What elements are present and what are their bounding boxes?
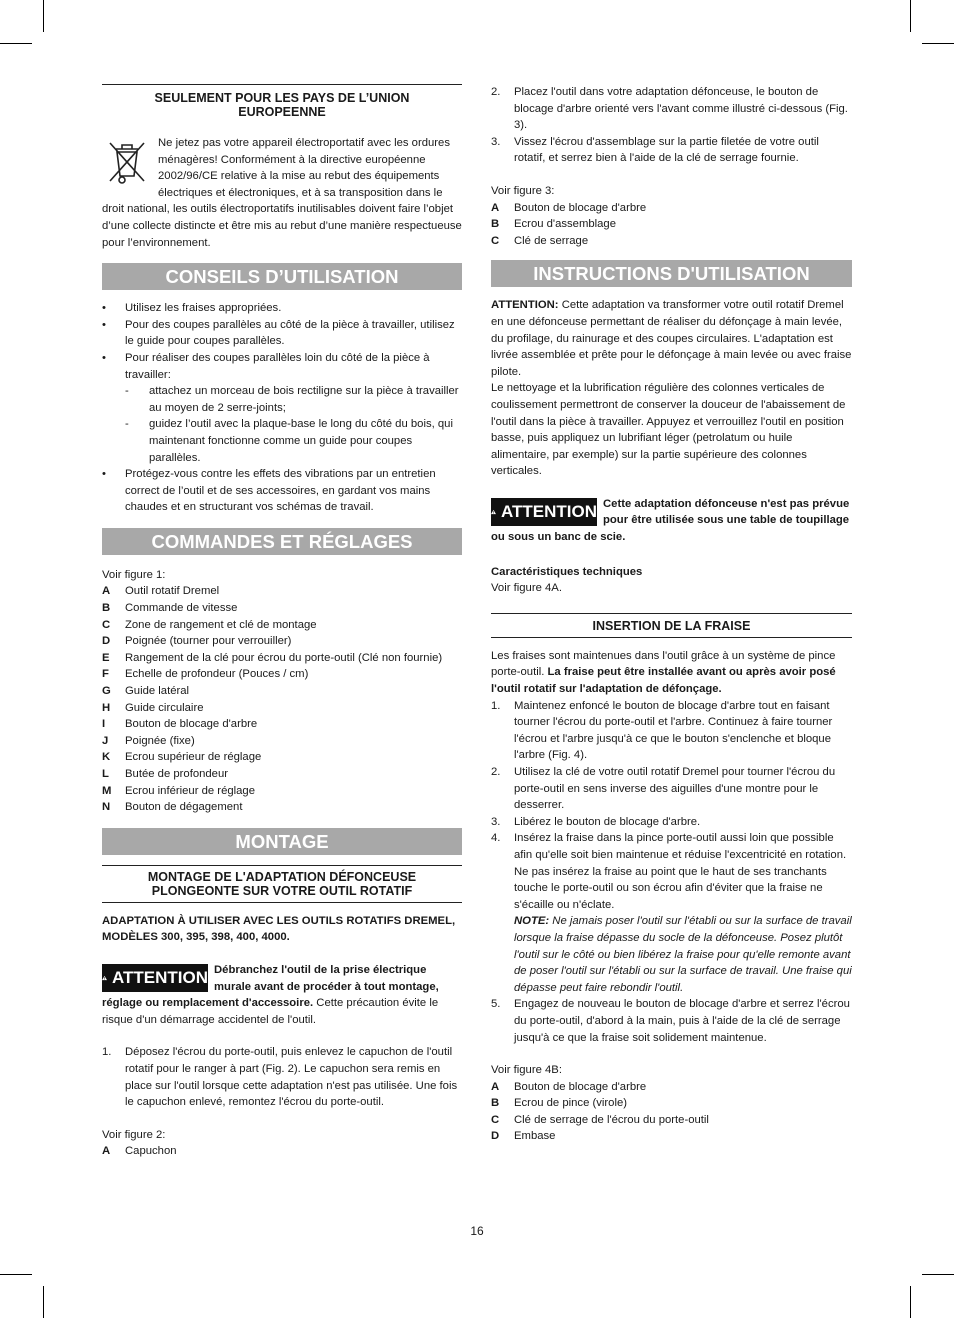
- list-item: • Pour réaliser des coupes parallèles loin du côté de la pièce à travailler:: [102, 351, 430, 381]
- legend-item: K Ecrou supérieur de réglage: [102, 751, 262, 764]
- legend-item: A Outil rotatif Dremel: [102, 585, 220, 598]
- attention-rest: Cette précaution évite le risque d'un démarrage accidentel de l'outil.: [102, 997, 439, 1026]
- left-column: [102, 84, 462, 1160]
- step-item: 5. Engagez de nouveau le bouton de blocage d'arbre et serrez l'écrou du porte-outil, d'abord à la main, puis à l'aide de la clé de serrage jusqu'à ce que la fraise soit solidement maintenue.: [491, 998, 850, 1044]
- crop-mark: [0, 1274, 32, 1275]
- legend-item: L Butée de profondeur: [102, 768, 229, 780]
- montage-subheading: MONTAGE DE L'ADAPTATION DÉFONCEUSE PLONGEONTE SUR VOTRE OUTIL ROTATIF: [102, 865, 462, 903]
- figure-4b-block: [491, 1062, 852, 1145]
- legend-item: M Ecrou inférieur de réglage: [102, 784, 255, 797]
- legend-item: A Capuchon: [102, 1145, 177, 1158]
- note: NOTE: Ne jamais poser l'outil sur l'établi ou sur la surface de travail lorsque la fraise dépasse du socle de la défonceuse. Posez plutôt l'outil sur le côté ou bien libérez la fraise pour qu'elle remonte avant de poser l'outil sur l'établi ou sur la surface de travail. Une fraise qui dépasse peut faire rebondir l'outil.: [514, 915, 852, 994]
- models-text: ADAPTATION À UTILISER AVEC LES OUTILS ROTATIFS DREMEL, MODÈLES 300, 395, 398, 400, 4000.: [102, 914, 456, 944]
- figure-3-legend: [491, 200, 852, 250]
- step-item: 1. Maintenez enfoncé le bouton de blocage d'arbre tout en faisant tourner l'écrou du porte-outil et l'arbre. Continuez à faire tourner l'écrou et l'arbre jusqu'à ce que le bouton s'enclenche et bloque l'arbre (Fig. 4).: [491, 699, 833, 762]
- list-item: • Protégez-vous contre les effets des vibrations par un entretien correct de l’outil et de ses accessoires, en gardant vos mains chaudes et en structurant vos schémas de travail.: [102, 468, 436, 514]
- legend-item: H Guide circulaire: [102, 701, 204, 714]
- list-item: • Pour des coupes parallèles au côté de la pièce à travailler, utilisez le guide pour coupes parallèles.: [102, 318, 455, 348]
- insertion-text: Les fraises sont maintenues dans l'outil grâce à un système de pince porte-outil. La fraise peut être installée avant ou après avoir posé l'outil rotatif sur l'adaptation de défonçage. 1. Maintenez enfoncé le bouton de blocage d'arbre tout en faisant tourner l'écrou du porte-outil et l'arbre. Continuez à faire tourner l'écrou et l'arbre jusqu'à ce que le bouton s'enclenche et bloque l'arbre (Fig. 4). 2. Utilisez la clé de votre outil rotatif Dremel pour tourner l'écrou du porte-outil en sens inverse des aiguilles d'une montre pour le desserrer. 3. Libérez le bouton de blocage d'arbre. 4. Insérez la fraise dans la pince porte-outil aussi loin que possible afin qu'elle soit bien maintenue et réduise l'excentricité en rotation. Ne pas insérez la fraise au point que le haut de ses tranchants touche le porte-outil ou son écrou afin d'éviter que la fraise ne s'écaille ou n'éclate. NOTE: Ne jamais poser l'outil sur l'établi ou sur la surface de travail lorsque la fraise dépasse du socle de la défonceuse. Posez plutôt l'outil sur le côté ou bien libérez la fraise pour qu'elle remonte avant de poser l'outil sur l'établi ou sur la surface de travail. Une fraise qui dépasse peut faire rebondir l'outil. 5. Engagez de nouveau le bouton de blocage d'arbre et serrez l'écrou du porte-outil, d'abord à la main, puis à l'aide de la clé de serrage jusqu'à ce que la fraise soit solidement maintenue.: [491, 648, 852, 1046]
- legend-item: I Bouton de blocage d'arbre: [102, 718, 258, 731]
- crop-mark: [910, 0, 911, 32]
- list-item: - attachez un morceau de bois rectiligne sur la pièce à travailler au moyen de 2 serre-joints;: [125, 385, 459, 414]
- step-item: 3. Vissez l'écrou d'assemblage sur la partie filetée de votre outil rotatif, et serrez bien à l'aide de la clé de serrage fournie.: [491, 135, 819, 165]
- legend-item: D Embase: [491, 1130, 556, 1143]
- legend-item: B Commande de vitesse: [102, 602, 238, 615]
- legend-item: G Guide latéral: [102, 685, 190, 698]
- step-item: 4. Insérez la fraise dans la pince porte-outil aussi loin que possible afin qu'elle soit bien maintenue et réduise l'excentricité en rotation. Ne pas insérez la fraise au point que le haut de ses tranchants touche le porte-outil ou son écrou afin d'éviter que la fraise ne s'écaille ou n'éclate. NOTE: Ne jamais poser l'outil sur l'établi ou sur la surface de travail lorsque la fraise dépasse du socle de la défonceuse. Posez plutôt l'outil sur le côté ou bien libérez la fraise pour qu'elle remonte avant de poser l'outil sur l'établi ou sur la surface de travail. Une fraise qui dépasse peut faire rebondir l'outil.: [491, 830, 852, 996]
- crop-mark: [43, 1286, 44, 1318]
- legend-item: A Bouton de blocage d'arbre: [491, 1080, 647, 1093]
- figure-4b-legend: [491, 1079, 852, 1145]
- legend-item: E Rangement de la clé pour écrou du porte-outil (Clé non fournie): [102, 651, 443, 664]
- step-item: 2. Utilisez la clé de votre outil rotatif Dremel pour tourner l'écrou du porte-outil en sens inverse des aiguilles d'une montre pour le desserrer.: [491, 766, 836, 812]
- list-item: • Utilisez les fraises appropriées.: [102, 302, 282, 315]
- montage-title: MONTAGE: [102, 828, 462, 855]
- figure-1-legend: [102, 583, 462, 815]
- warning-icon: [102, 971, 107, 985]
- attention-label: ATTENTION: [102, 964, 208, 992]
- page-number: 16: [470, 1224, 484, 1238]
- crop-mark: [910, 1286, 911, 1318]
- attention-text: Cette adaptation défonceuse n'est pas prévue pour être utilisée sous une table de toupillage ou sous un banc de scie.: [491, 497, 850, 544]
- conseils-list: [102, 300, 462, 516]
- right-column: [491, 84, 852, 1145]
- figure-ref: Voir figure 2:: [102, 1128, 166, 1141]
- figure-2-block: [102, 1127, 462, 1160]
- attention-text: Débranchez l'outil de la prise électrique murale avant de procéder à tout montage, réglage ou remplacement d'accessoire.: [102, 963, 439, 1010]
- legend-item: J Poignée (fixe): [102, 734, 195, 747]
- weee-crossed-bin-icon: [102, 135, 152, 187]
- attention-block: [102, 962, 462, 1028]
- step-item: 3. Libérez le bouton de blocage d'arbre.: [491, 815, 701, 828]
- eu-block: [102, 135, 462, 251]
- crop-mark: [0, 43, 32, 44]
- commandes-title: COMMANDES ET RÉGLAGES: [102, 528, 462, 555]
- insertion-heading: INSERTION DE LA FRAISE: [491, 613, 852, 638]
- figure-ref: Voir figure 4B:: [491, 1064, 562, 1077]
- figure-2-legend: [102, 1143, 462, 1160]
- legend-item: B Ecrou d'assemblage: [491, 218, 617, 231]
- warning-icon: [491, 505, 496, 519]
- instructions-text: ATTENTION: Cette adaptation va transformer votre outil rotatif Dremel en une défonceuse permettant de réaliser du défonçage à main levée, du profilage, du rainurage et des coupes circulaires. L'adaptation est livrée assemblée et prête pour le défonçage à main levée ou avec fraise pilote. Le nettoyage et la lubrification régulière des colonnes verticales de coulissement permettront de conserver la douceur de l'abaissement de l'outil dans la pièce à travailler. Appuyez et verrouillez l'outil en position basse, puis appliquez un lubrifiant léger (petrolatum ou huile alimentaire, par exemple) sur la partie supérieure des colonnes verticales.: [491, 299, 852, 478]
- eu-heading: SEULEMENT POUR LES PAYS DE L’UNION EUROPEENNE: [102, 84, 462, 122]
- legend-item: C Clé de serrage de l'écrou du porte-outil: [491, 1113, 709, 1126]
- crop-mark: [43, 0, 44, 32]
- figure-ref: Voir figure 3:: [491, 184, 555, 197]
- attention-block: [491, 496, 852, 546]
- step-item: 1. Déposez l'écrou du porte-outil, puis enlevez le capuchon de l'outil rotatif pour le ranger à part (Fig. 2). Le capuchon sera remis en place sur l'outil lorsque cette adaptation n'est pas utilisée. Une fois le capuchon enlevé, remontez l'écrou du porte-outil.: [102, 1046, 458, 1109]
- legend-item: B Ecrou de pince (virole): [491, 1097, 628, 1110]
- instructions-title: INSTRUCTIONS D'UTILISATION: [491, 260, 852, 287]
- legend-item: N Bouton de dégagement: [102, 801, 243, 814]
- attention-label: ATTENTION: [491, 498, 597, 526]
- legend-item: C Zone de rangement et clé de montage: [102, 618, 317, 631]
- list-item: - guidez l’outil avec la plaque-base le long du côté du bois, qui maintenant fonctionne comme un guide pour coupes parallèles.: [125, 418, 453, 464]
- crop-mark: [922, 43, 954, 44]
- technical-specs: Caractéristiques techniques Voir figure 4A.: [491, 565, 643, 595]
- figure-ref: Voir figure 1:: [102, 568, 166, 581]
- legend-item: D Poignée (tourner pour verrouiller): [102, 635, 292, 648]
- conseils-title: CONSEILS D’UTILISATION: [102, 263, 462, 290]
- legend-item: A Bouton de blocage d'arbre: [491, 201, 647, 214]
- legend-item: C Clé de serrage: [491, 234, 589, 247]
- figure-3-block: [491, 183, 852, 249]
- montage-steps: [102, 1044, 462, 1110]
- montage-steps-cont: [491, 84, 852, 167]
- eu-text: Ne jetez pas votre appareil électroportatif avec les ordures ménagères! Conformément à la directive européenne 2002/96/CE relative à la mise au rebut des équipements électriques et électroniques, et à sa transposition dans le droit national, les outils électroportatifs inutilisables doivent faire l’objet d’une collecte distincte et être mis au rebut d’une manière respectueuse pour l’environnement.: [102, 137, 462, 249]
- crop-mark: [922, 1274, 954, 1275]
- step-item: 2. Placez l'outil dans votre adaptation défonceuse, le bouton de blocage d'arbre orienté vers l'avant comme illustré ci-dessous (Fig. 3).: [491, 86, 848, 132]
- commandes-block: [102, 567, 462, 816]
- legend-item: F Echelle de profondeur (Pouces / cm): [102, 668, 309, 681]
